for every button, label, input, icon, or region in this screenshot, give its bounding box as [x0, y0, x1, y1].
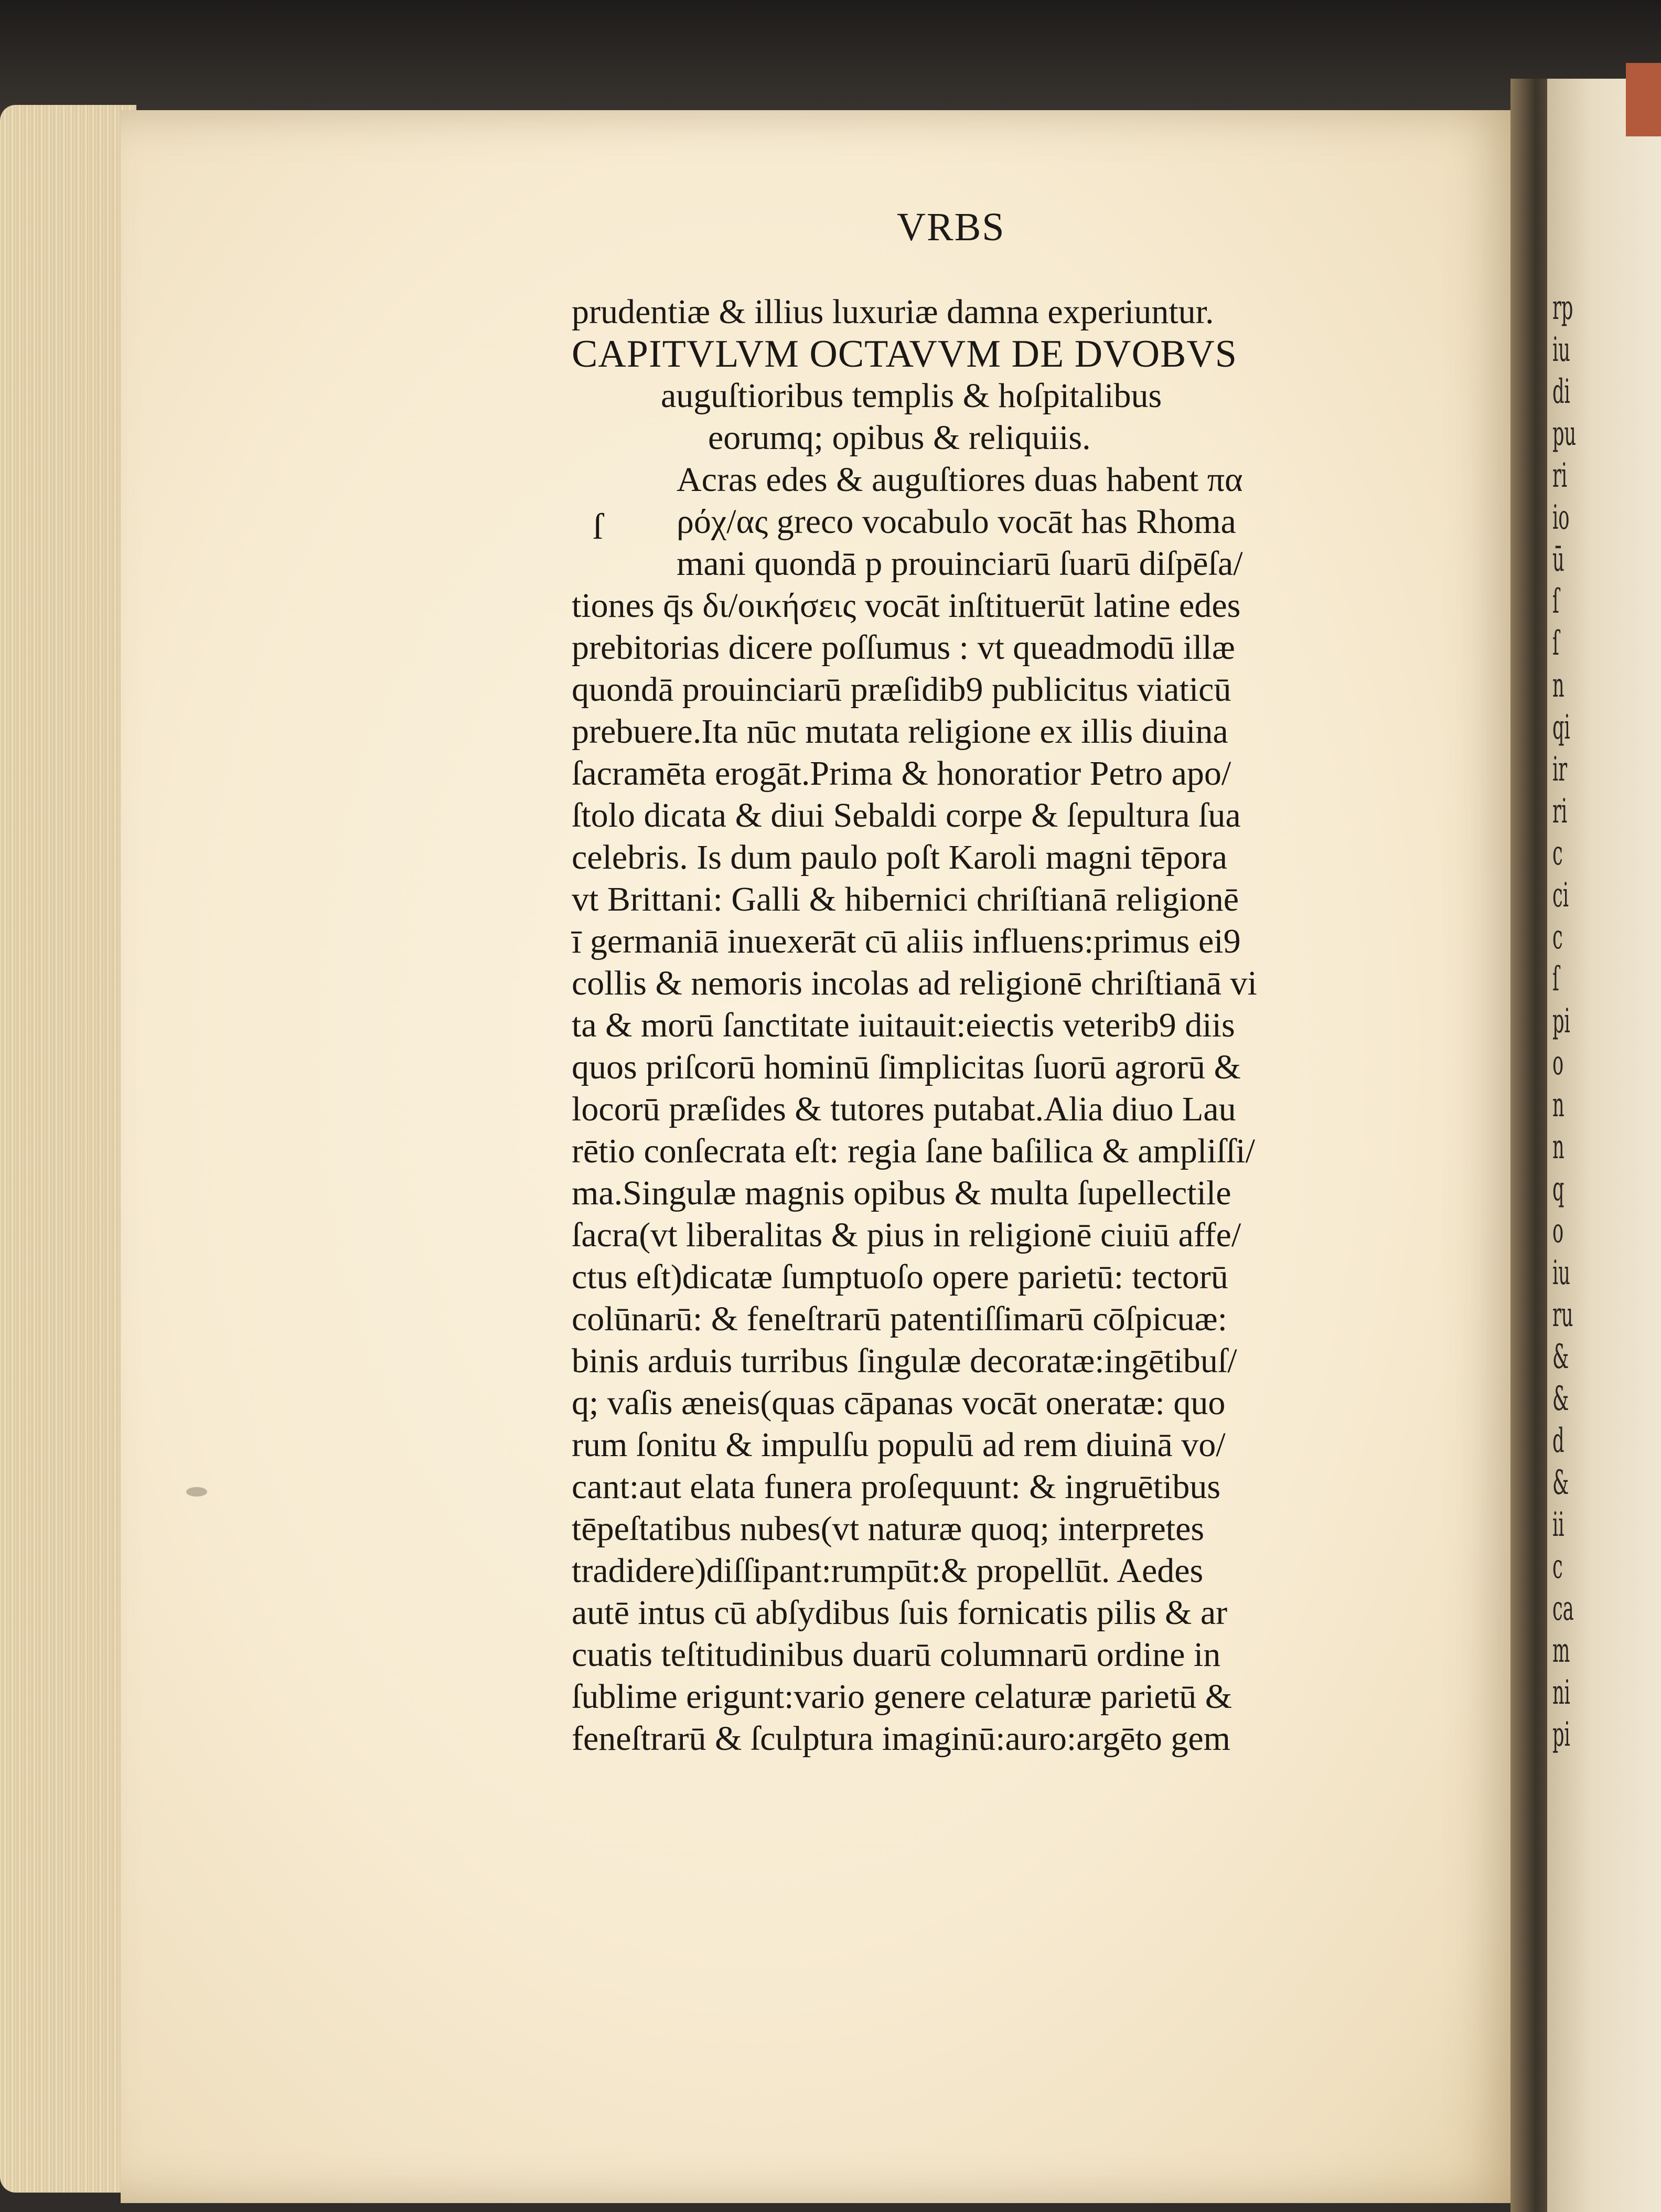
right-page-fragment: io	[1552, 498, 1570, 537]
bookmark-tab	[1626, 63, 1661, 136]
text-line: tēpeſtatibus nubes(vt naturæ quoq; interpretes	[572, 1510, 1205, 1548]
right-page-fragment: &	[1552, 1338, 1569, 1376]
right-page-fragment: ū	[1552, 540, 1564, 579]
right-page-fragment: ca	[1552, 1589, 1574, 1628]
text-line: quos priſcorū hominū ſimplicitas ſuorū agrorū &	[572, 1048, 1241, 1086]
text-line: colūnarū: & feneſtrarū patentiſſimarū cōſpicuæ:	[572, 1300, 1227, 1338]
right-page-fragment: ni	[1552, 1673, 1570, 1712]
right-page-fragment: pi	[1552, 1715, 1570, 1754]
text-line: celebris. Is dum paulo poſt Karoli magni tēpora	[572, 838, 1228, 877]
right-page-fragment: o	[1552, 1212, 1564, 1251]
right-page-fragment: m	[1552, 1631, 1570, 1670]
page-smudge	[186, 1487, 207, 1497]
text-line: prebitorias dicere poſſumus : vt queadmodū illæ	[572, 628, 1235, 667]
text-line: ī germaniā inuexerāt cū aliis influens:primus ei9	[572, 922, 1241, 960]
text-line: tiones q̄s δι/οικήσεις vocāt inſtituerūt latine edes	[572, 586, 1241, 625]
chapter-heading-line: eorumq; opibus & reliquiis.	[708, 419, 1091, 457]
right-page-fragment: c	[1552, 834, 1563, 873]
right-page-fragment: &	[1552, 1463, 1569, 1502]
text-line: mani quondā p prouinciarū ſuarū diſpēſa/	[677, 544, 1243, 583]
text-line: ſacramēta erogāt.Prima & honoratior Petro apo/	[572, 754, 1231, 793]
right-page-fragment: qi	[1552, 708, 1570, 747]
page-edges	[0, 105, 136, 2193]
text-line: q; vaſis æneis(quas cāpanas vocāt oneratæ: quo	[572, 1384, 1226, 1422]
right-page-fragment: o	[1552, 1044, 1564, 1083]
right-page-fragment: ru	[1552, 1296, 1573, 1334]
text-line: collis & nemoris incolas ad religionē chriſtianā vi	[572, 964, 1257, 1002]
right-page-fragment: &	[1552, 1380, 1569, 1418]
chapter-heading: CAPITVLVM OCTAVVM DE DVOBVS	[572, 333, 1237, 376]
text-line: tradidere)diſſipant:rumpūt:& propellūt. Aedes	[572, 1552, 1204, 1590]
right-page-fragment: d	[1552, 1422, 1564, 1460]
text-line: ſtolo dicata & diui Sebaldi corpe & ſepultura ſua	[572, 796, 1241, 835]
right-page-fragment: n	[1552, 666, 1564, 705]
text-line: vt Brittani: Galli & hibernici chriſtianā religionē	[572, 880, 1239, 918]
top-shadow	[0, 0, 1661, 121]
text-line: ſacra(vt liberalitas & pius in religionē ciuiū affe/	[572, 1216, 1241, 1254]
right-page-fragment: c	[1552, 1547, 1563, 1586]
right-page-fragment: ſ	[1552, 582, 1560, 621]
text-line: autē intus cū abſydibus ſuis fornicatis pilis & ar	[572, 1594, 1228, 1632]
text-line: Acras edes & auguſtiores duas habent πα	[677, 461, 1243, 499]
right-page-fragment: pi	[1552, 1002, 1570, 1041]
right-page-fragment: iu	[1552, 330, 1570, 369]
text-line: binis arduis turribus ſingulæ decoratæ:ingētibuſ/	[572, 1342, 1237, 1380]
right-page-fragment: ri	[1552, 792, 1568, 831]
right-page-fragment: n	[1552, 1086, 1564, 1125]
text-line: locorū præſides & tutores putabat.Alia diuo Lau	[572, 1090, 1236, 1128]
text-line: ta & morū ſanctitate iuitauit:eiectis veterib9 diis	[572, 1006, 1235, 1044]
book-gutter	[1510, 79, 1552, 2212]
right-page-fragment: ii	[1552, 1505, 1564, 1544]
right-page-fragment: c	[1552, 918, 1563, 957]
right-page-fragment: ir	[1552, 750, 1568, 789]
running-head: VRBS	[897, 205, 1005, 249]
text-line: ſublime erigunt:vario genere celaturæ parietū &	[572, 1677, 1233, 1716]
right-page-fragment: ri	[1552, 456, 1568, 495]
right-page-fragment: pu	[1552, 414, 1577, 453]
text-line: prebuere.Ita nūc mutata religione ex illis diuina	[572, 712, 1228, 751]
chapter-heading-line: auguſtioribus templis & hoſpitalibus	[661, 377, 1162, 415]
right-page-fragment: ci	[1552, 876, 1569, 915]
text-line: ρόχ/ας greco vocabulo vocāt has Rhoma	[677, 503, 1236, 541]
text-block	[572, 291, 1390, 1760]
text-line: prudentiæ & illius luxuriæ damna experiuntur.	[572, 293, 1214, 331]
text-line: cant:aut elata funera proſequunt: & ingruētibus	[572, 1468, 1221, 1506]
text-line: ctus eſt)dicatæ ſumptuoſo opere parietū: tectorū	[572, 1258, 1228, 1296]
text-line: ma.Singulæ magnis opibus & multa ſupellectile	[572, 1174, 1231, 1212]
text-line: quondā prouinciarū præſidib9 publicitus viaticū	[572, 670, 1231, 709]
right-page-fragment: iu	[1552, 1254, 1570, 1292]
right-page-fragment: ſ	[1552, 624, 1560, 663]
text-line: feneſtrarū & ſculptura imaginū:auro:argēto gem	[572, 1719, 1230, 1758]
right-page-fragment: di	[1552, 372, 1570, 411]
text-line: rētio conſecrata eſt: regia ſane baſilica & ampliſſi/	[572, 1132, 1255, 1170]
right-page-fragment: ſ	[1552, 960, 1560, 999]
right-page-fragment: rp	[1552, 288, 1573, 327]
right-page-fragment: n	[1552, 1128, 1564, 1167]
right-page-edge	[1547, 79, 1661, 2212]
guide-letter: ſ	[593, 507, 603, 547]
right-page-fragment: q	[1552, 1170, 1564, 1209]
text-line: rum ſonitu & impulſu populū ad rem diuinā vo/	[572, 1426, 1226, 1464]
text-line: cuatis teſtitudinibus duarū columnarū ordine in	[572, 1636, 1221, 1674]
